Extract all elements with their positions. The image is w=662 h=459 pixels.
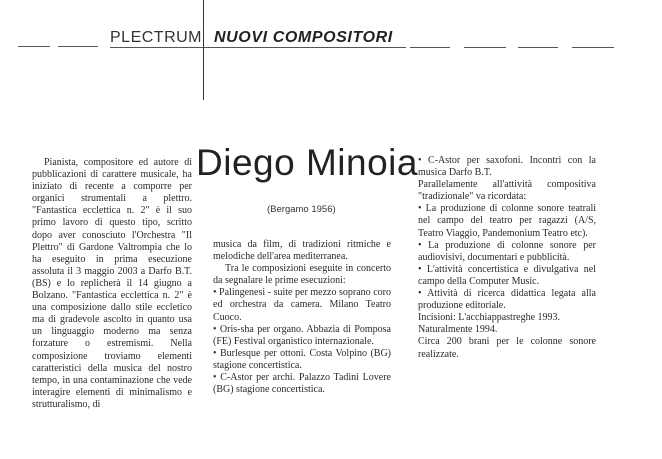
paragraph: Tra le composizioni eseguite in concerto da segnalare le prime esecuzioni: [213,263,391,287]
list-item: • Palingenesi - suite per mezzo soprano coro ed orchestra da camera. Milano Teatro Cuoco. [213,287,391,323]
article-column-1 [32,157,192,411]
header-divider [203,0,204,100]
header-rule-6 [518,47,558,48]
article-column-2 [213,239,391,396]
list-item: • Oris-sha per organo. Abbazia di Pomposa (FE) Festival organistico internazionale. [213,323,391,347]
list-item: • Burlesque per ottoni. Costa Volpino (BG) stagione concertistica. [213,347,391,371]
list-item: • La produzione di colonne sonore per audiovisivi, documentari e pubblicità. [418,239,596,263]
section-label: PLECTRUM [110,29,203,46]
paragraph: Naturalmente 1994. [418,324,498,336]
list-item: • L'attività concertistica e divulgativa nel campo della Computer Music. [418,263,596,287]
paragraph: Incisioni: L'acchiappastreghe 1993. [418,312,561,324]
paragraph: Parallelamente all'attività compositiva "tradizionale" va ricordata: [418,179,596,203]
paragraph: Circa 200 brani per le colonne sonore realizzate. [418,336,596,360]
article-title: Diego Minoia [196,142,418,183]
list-item: • C-Astor per archi. Palazzo Tadini Lovere (BG) stagione concertistica. [213,372,391,396]
header-rule-3 [110,47,406,48]
list-item: • C-Astor per saxofoni. Incontri con la musica Darfo B.T. [418,155,596,179]
header-rule-4 [410,47,450,48]
header-rule-1 [18,46,50,47]
list-item: • Attività di ricerca didattica legata alla produzione editoriale. [418,288,596,312]
article-column-3 [418,155,596,361]
list-item: • La produzione di colonne sonore teatrali nel campo del teatro per ragazzi (A/S, Teatro Viaggio, Pandemonium Teatro etc). [418,203,596,239]
article-subtitle: (Bergamo 1956) [267,204,336,215]
paragraph: musica da film, di tradizioni ritmiche e melodiche dell'area mediterranea. [213,239,391,263]
header-rule-7 [572,47,614,48]
paragraph: Pianista, compositore ed autore di pubblicazioni di carattere musicale, ha iniziato di recente a comporre per organici strumentali a plettro. "Fantastica ecclettica n. 2" è il suo primo lavoro di questo tipo, scritto dopo aver conosciuto l'Orchestra "Il Plettro" di Gardone Valtrompia che lo ha eseguito in prima esecuzione assoluta il 3 maggio 2003 a Darfo B.T. (BS) e lo replicherà il 14 giugno a Bolzano. "Fantastica ecclettica n. 2" è una composizione dallo stile eccletico ma di gradevole ascolto in quanto usa un linguaggio moderno ma senza forzature o estremismi. Nella composizione troviamo elementi caratteristici della musica del nostro tempo, in una contaminazione che vede interagire elementi di minimalismo e strutturalismo, di [32,157,192,410]
header-rule-2 [58,46,98,47]
header-rule-5 [464,47,506,48]
category-label: NUOVI COMPOSITORI [214,29,393,46]
